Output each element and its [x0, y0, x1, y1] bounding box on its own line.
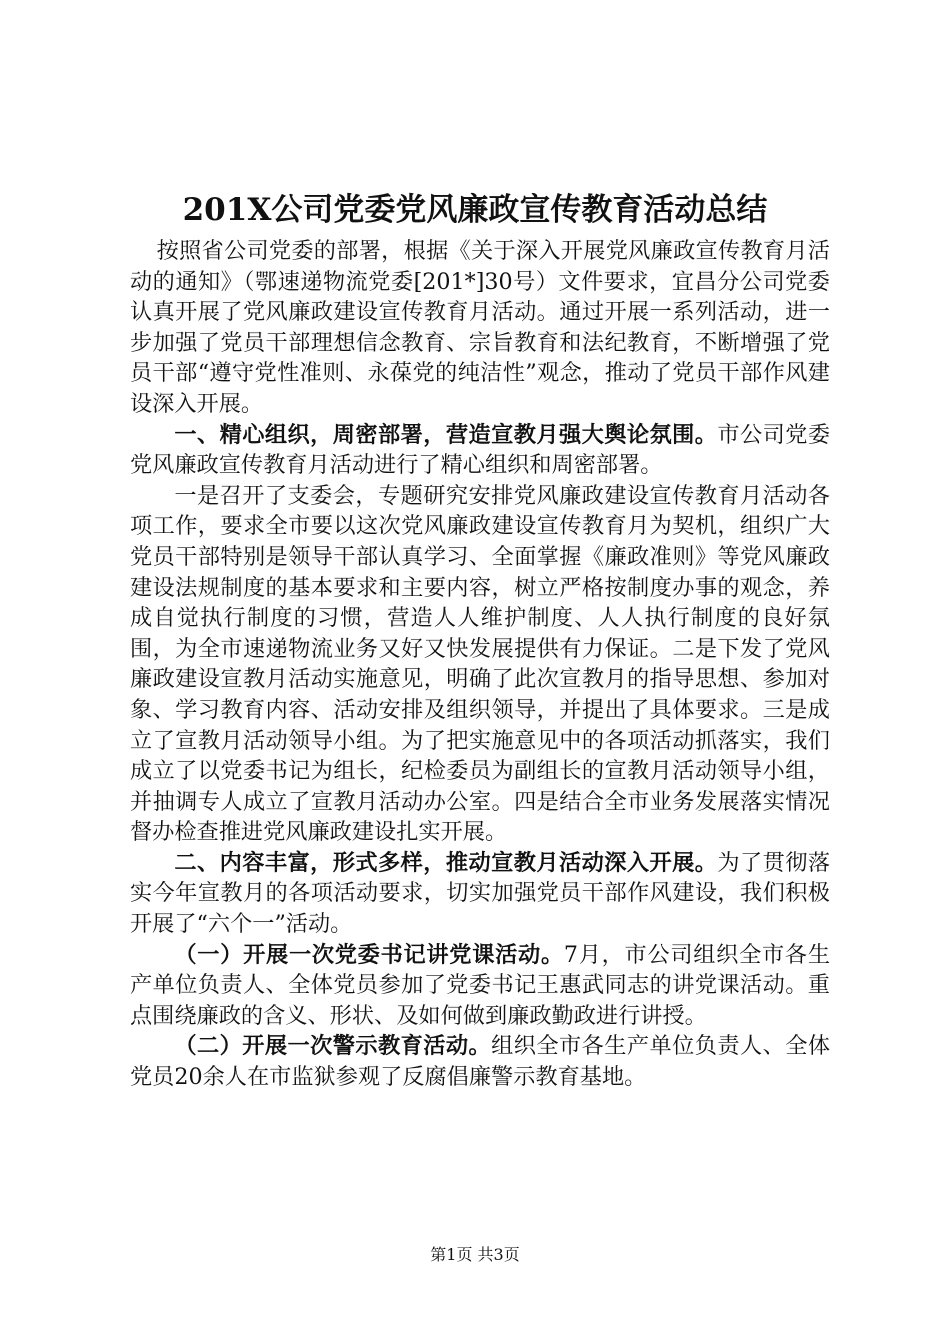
document-body	[130, 236, 830, 1093]
item2-paragraph	[130, 1031, 830, 1092]
item2-heading: （二）开展一次警示教育活动。	[174, 1033, 492, 1060]
section1-paragraph	[130, 420, 830, 481]
document-title: 201X公司党委党风廉政宣传教育活动总结	[182, 192, 768, 228]
section2-lead: 为了贯彻落实今年宣教月的各项活动要求，切实加强党员干部作风建设，我们积极开展了“六个一”活动。	[130, 849, 831, 938]
section2-heading: 二、内容丰富，形式多样，推动宣教月活动深入开展。	[174, 849, 718, 876]
section2-paragraph	[130, 848, 830, 940]
item1-body: 7月，市公司组织全市各生产单位负责人、全体党员参加了党委书记王惠武同志的讲党课活动。重点围绕廉政的含义、形状、及如何做到廉政勤政进行讲授。	[130, 941, 831, 1029]
page-footer: 第1页 共3页	[430, 1245, 520, 1264]
section1-heading: 一、精心组织，周密部署，营造宣教月强大舆论氛围。	[174, 421, 718, 448]
item1-heading: （一）开展一次党委书记讲党课活动。	[174, 941, 564, 968]
section1-body-paragraph: 一是召开了支委会，专题研究安排党风廉政建设宣传教育月活动各项工作，要求全市要以这次党风廉政建设宣传教育月为契机，组织广大党员干部特别是领导干部认真学习、全面掌握《廉政准则》等党风廉政建设法规制度的基本要求和主要内容，树立严格按制度办事的观念，养成自觉执行制度的习惯，营造人人维护制度、人人执行制度的良好氛围，为全市速递物流业务又好又快发展提供有力保证。二是下发了党风廉政建设宣教月活动实施意见，明确了此次宣教月的指导思想、参加对象、学习教育内容、活动安排及组织领导，并提出了具体要求。三是成立了宣教月活动领导小组。为了把实施意见中的各项活动抓落实，我们成立了以党委书记为组长，纪检委员为副组长的宣教月活动领导小组，并抽调专人成立了宣教月活动办公室。四是结合全市业务发展落实情况督办检查推进党风廉政建设扎实开展。	[130, 482, 830, 846]
item1-paragraph	[130, 940, 830, 1032]
section1-lead: 市公司党委党风廉政宣传教育月活动进行了精心组织和周密部署。	[130, 421, 831, 479]
intro-paragraph: 按照省公司党委的部署，根据《关于深入开展党风廉政宣传教育月活动的通知》（鄂速递物流党委[201*]30号）文件要求，宜昌分公司党委认真开展了党风廉政建设宣传教育月活动。通过开展一系列活动，进一步加强了党员干部理想信念教育、宗旨教育和法纪教育，不断增强了党员干部“遵守党性准则、永葆党的纯洁性”观念，推动了党员干部作风建设深入开展。	[130, 238, 830, 417]
item2-body: 组织全市各生产单位负责人、全体党员20余人在市监狱参观了反腐倡廉警示教育基地。	[130, 1033, 831, 1091]
